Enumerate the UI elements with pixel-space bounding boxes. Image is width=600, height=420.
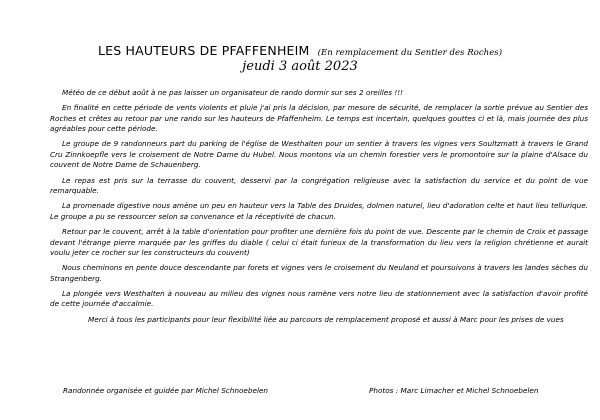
paragraph-descent: Nous cheminons en pente douce descendante par forets et vignes vers le croisement du Neuland et poursuivons à travers les landes sèches du Strangenberg. — [50, 263, 588, 283]
paragraph-decision: En finalité en cette période de vents violents et pluie j'ai pris la décision, par mesure de sécurité, de remplacer la sortie prévue au Sentier des Roches et crêtes au retour par une rando sur les hauteurs de Pfaffenheim. Le temps est incertain, quelques gouttes ci et là, mais journée des plus agréables pour cette période. — [50, 103, 588, 134]
paragraph-lunch: Le repas est pris sur la terrasse du couvent, desservi par la congrégation religieuse avec la satisfaction du service et du point de vue remarquable. — [50, 175, 588, 196]
document-title: LES HAUTEURS DE PFAFFENHEIM — [97, 43, 310, 58]
paragraph-weather: Météo de ce début août à ne pas laisser un organisateur de rando dormir sur ses 2 oreilles !!! — [62, 88, 404, 97]
document-body — [50, 88, 588, 330]
document-subtitle: (En remplacement du Sentier des Roches) — [317, 48, 503, 58]
document-date: jeudi 3 août 2023 — [242, 59, 358, 74]
credit-photos: Photos : Marc Limacher et Michel Schnoebelen — [369, 386, 539, 395]
paragraph-thanks: Merci à tous les participants pour leur flexibilité liée au parcours de remplacement proposé et aussi à Marc pour les prises de vues — [88, 314, 564, 324]
title-line — [0, 40, 600, 59]
paragraph-return: Retour par le couvent, arrêt à la table d'orientation pour profiter une dernière fois du point de vue. Descente par le chemin de Croix et passage devant l'étrange pierre marquée par les griffes du diable ( celui ci était furieux de la transformation du lieu vers la religion chrétienne et aurait voulu jeter ce rocher sur les constructeurs du couvent) — [50, 226, 588, 258]
paragraph-departure: Le groupe de 9 randonneurs part du parking de l'église de Westhalten pour un sentier à travers les vignes vers Soultzmatt à travers le Grand Cru Zinnkoepfle vers le croisement de Notre Dame du Hubel. Nous montons via un chemin forestier vers le promontoire sur la plaine d'Alsace du couvent de Notre Dame de Schauenberg. — [50, 139, 588, 170]
paragraph-arrival: La plongée vers Westhalten à nouveau au milieu des vignes nous ramène vers notre lieu de stationnement avec la satisfaction d'avoir profité de cette journée d'accalmie. — [50, 288, 588, 309]
paragraph-digestive-walk: La promenade digestive nous amène un peu en hauteur vers la Table des Druides, dolmen naturel, lieu d'adoration celte et haut lieu tellurique. Le groupe a pu se ressourcer selon sa convenance et la réceptivité de chacun. — [50, 201, 588, 221]
credit-organizer: Randonnée organisée et guidée par Michel Schnoebelen — [63, 386, 269, 395]
